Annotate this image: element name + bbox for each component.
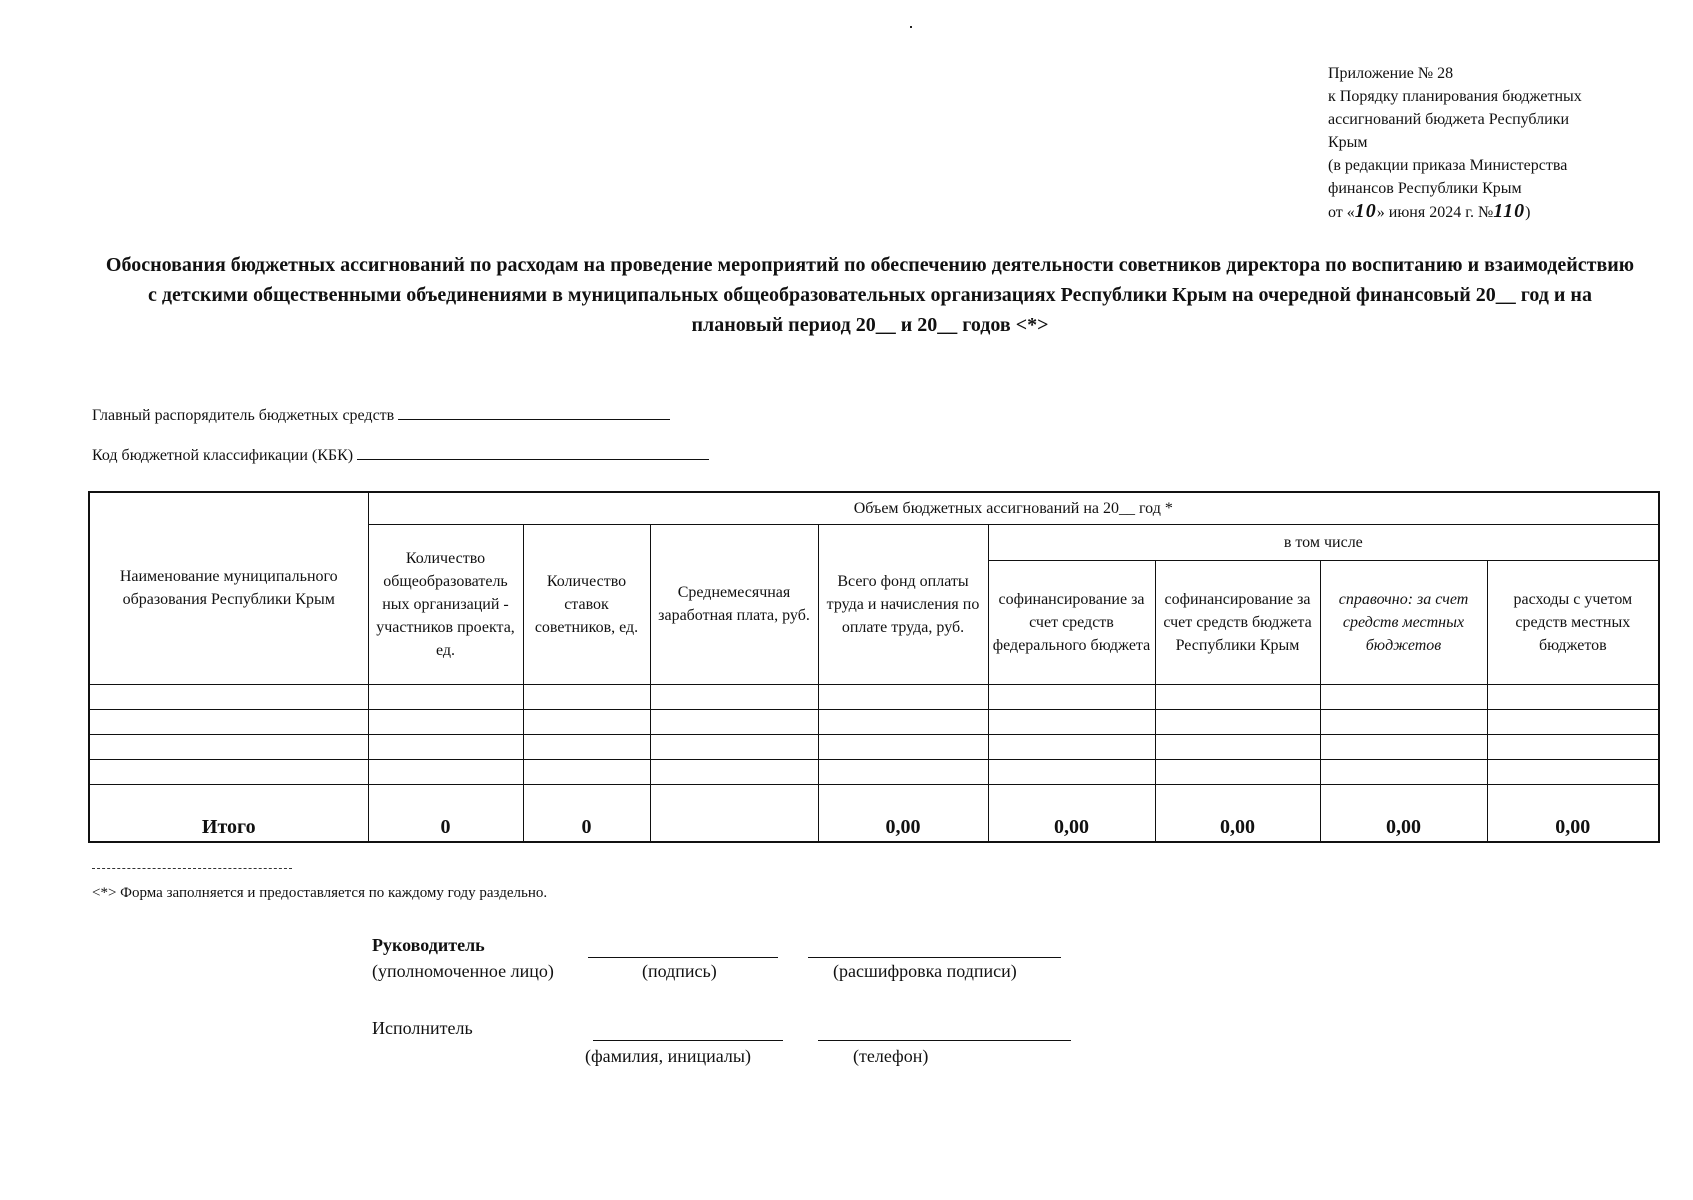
- table-cell[interactable]: [818, 734, 988, 759]
- manager-field: [92, 405, 670, 425]
- total-local-total: 0,00: [1487, 784, 1659, 842]
- appendix-line: Крым: [1328, 134, 1368, 151]
- table-cell[interactable]: [1487, 709, 1659, 734]
- executor-name-line[interactable]: [593, 1040, 783, 1041]
- signature-decode-line[interactable]: [808, 957, 1061, 958]
- header-orgs-count: Количество общеобразователь ных организаций - участников проекта, ед.: [368, 524, 523, 684]
- total-salary: [650, 784, 818, 842]
- table-cell[interactable]: [1487, 759, 1659, 784]
- date-prefix: от «: [1328, 204, 1355, 221]
- table-cell[interactable]: [988, 759, 1155, 784]
- table-cell[interactable]: [1155, 759, 1320, 784]
- table-cell[interactable]: [1487, 684, 1659, 709]
- manager-label: Главный распорядитель бюджетных средств: [92, 407, 395, 424]
- table-cell[interactable]: [523, 709, 650, 734]
- handwritten-day: 10: [1354, 200, 1377, 222]
- table-cell[interactable]: [89, 734, 368, 759]
- header-row-1: [89, 492, 1659, 524]
- table-cell[interactable]: [1320, 709, 1487, 734]
- table-cell[interactable]: [89, 709, 368, 734]
- kbk-input-line[interactable]: [357, 445, 709, 460]
- table-cell[interactable]: [368, 734, 523, 759]
- total-row: [89, 784, 1659, 842]
- total-local-reference: 0,00: [1320, 784, 1487, 842]
- table-cell[interactable]: [368, 709, 523, 734]
- head-sub-label: (уполномоченное лицо): [372, 961, 554, 981]
- table-cell[interactable]: [523, 684, 650, 709]
- header-crimea-cofinancing: софинансирование за счет средств бюджета Республики Крым: [1155, 560, 1320, 684]
- signature-hint: (подпись): [642, 961, 717, 981]
- phone-hint: (телефон): [853, 1046, 929, 1066]
- table-cell[interactable]: [1320, 759, 1487, 784]
- appendix-line: ассигнований бюджета Республики: [1328, 111, 1570, 128]
- table-cell[interactable]: [818, 684, 988, 709]
- executor-label: Исполнитель: [372, 1018, 473, 1038]
- table-cell[interactable]: [988, 709, 1155, 734]
- name-hint: (фамилия, инициалы): [585, 1046, 751, 1066]
- table-cell[interactable]: [650, 709, 818, 734]
- header-wage-fund: Всего фонд оплаты труда и начисления по оплате труда, руб.: [818, 524, 988, 684]
- total-label: Итого: [89, 784, 368, 842]
- appendix-line: к Порядку планирования бюджетных: [1328, 88, 1582, 105]
- table-row: [89, 734, 1659, 759]
- table-cell[interactable]: [818, 709, 988, 734]
- header-municipality: Наименование муниципального образования Республики Крым: [89, 492, 368, 684]
- document-title: Обоснования бюджетных ассигнований по расходам на проведение мероприятий по обеспечению деятельности советников директора по воспитанию и взаимодействию с детскими общественными объединениями в муниципальных общеобразовательных организациях Республики Крым на очередной финансовый 20__ год и на плановый период 20__ и 20__ годов <*>: [105, 254, 1635, 336]
- table-row: [89, 709, 1659, 734]
- header-local-total: расходы с учетом средств местных бюджетов: [1487, 560, 1659, 684]
- table-cell[interactable]: [523, 734, 650, 759]
- total-fund: 0,00: [818, 784, 988, 842]
- table-cell[interactable]: [650, 734, 818, 759]
- date-suffix: ): [1525, 204, 1531, 221]
- table-row: [89, 759, 1659, 784]
- table-cell[interactable]: [89, 684, 368, 709]
- header-volume-group: Объем бюджетных ассигнований на 20__ год *: [368, 492, 1659, 524]
- total-federal: 0,00: [988, 784, 1155, 842]
- table-cell[interactable]: [1487, 734, 1659, 759]
- head-label: Руководитель: [372, 935, 485, 955]
- appendix-line: Приложение № 28: [1328, 65, 1454, 82]
- date-mid: » июня 2024 г. №: [1376, 204, 1494, 221]
- table-cell[interactable]: [650, 684, 818, 709]
- appendix-line: финансов Республики Крым: [1328, 180, 1522, 197]
- footnote-divider: [92, 868, 292, 869]
- table-cell[interactable]: [523, 759, 650, 784]
- table-cell[interactable]: [650, 759, 818, 784]
- budget-table: [88, 491, 1660, 843]
- table-cell[interactable]: [1320, 734, 1487, 759]
- table-row: [89, 684, 1659, 709]
- table-cell[interactable]: [818, 759, 988, 784]
- kbk-field: [92, 445, 709, 465]
- total-crimea: 0,00: [1155, 784, 1320, 842]
- total-rates: 0: [523, 784, 650, 842]
- header-including: в том числе: [988, 524, 1659, 560]
- table-cell[interactable]: [988, 734, 1155, 759]
- footnote: <*> Форма заполняется и предоставляется по каждому году раздельно.: [92, 885, 548, 901]
- header-avg-salary: Среднемесячная заработная плата, руб.: [650, 524, 818, 684]
- total-orgs: 0: [368, 784, 523, 842]
- table-cell[interactable]: [1155, 709, 1320, 734]
- table-cell[interactable]: [1155, 684, 1320, 709]
- table-cell[interactable]: [988, 684, 1155, 709]
- table-cell[interactable]: [89, 759, 368, 784]
- handwritten-number: 110: [1493, 200, 1526, 222]
- table-cell[interactable]: [1155, 734, 1320, 759]
- header-rates-count: Количество ставок советников, ед.: [523, 524, 650, 684]
- header-federal-cofinancing: софинансирование за счет средств федерального бюджета: [988, 560, 1155, 684]
- manager-input-line[interactable]: [398, 405, 670, 420]
- decode-hint: (расшифровка подписи): [833, 961, 1017, 981]
- header-local-reference: справочно: за счет средств местных бюджетов: [1320, 560, 1487, 684]
- kbk-label: Код бюджетной классификации (КБК): [92, 447, 354, 464]
- scan-dot: [910, 26, 912, 28]
- table-cell[interactable]: [1320, 684, 1487, 709]
- appendix-date-line: [1328, 200, 1628, 224]
- appendix-line: (в редакции приказа Министерства: [1328, 157, 1568, 174]
- table-cell[interactable]: [368, 684, 523, 709]
- executor-phone-line[interactable]: [818, 1040, 1071, 1041]
- signature-line[interactable]: [588, 957, 778, 958]
- table-cell[interactable]: [368, 759, 523, 784]
- appendix-block: [1328, 62, 1628, 224]
